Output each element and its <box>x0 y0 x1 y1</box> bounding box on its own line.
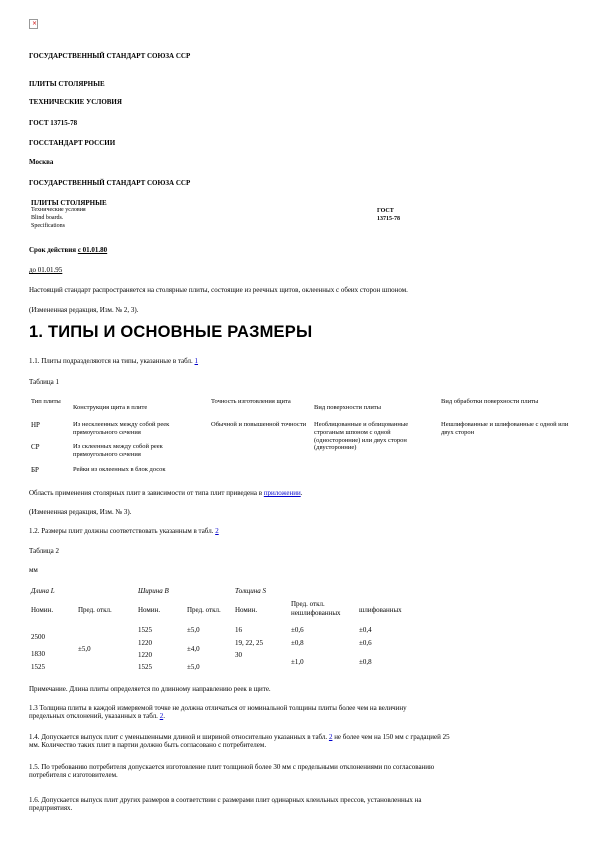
paragraph-1-3-table-2-link[interactable]: 2 <box>159 712 164 721</box>
paragraph-1-3-line-2 <box>29 712 574 720</box>
paragraph-1-3-end: . <box>163 712 165 721</box>
table-2-thickness-dev-unground-2: ±0,8 <box>291 639 304 647</box>
table-2-width-dev-3: ±5,0 <box>187 663 200 671</box>
table-1 <box>29 396 569 480</box>
table-2-sub-length-dev: Пред. откл. <box>78 606 112 614</box>
table-2-thickness-dev-ground-2: ±0,6 <box>359 639 372 647</box>
table-2-sub-thickness-nominal: Номин. <box>235 606 258 614</box>
table-2-header-width: Ширина B <box>138 587 169 595</box>
paragraph-1-4-text-a: 1.4. Допускается выпуск плит с уменьшенными длиной и шириной относительно указанных в табл. <box>29 733 329 741</box>
paragraph-1-4-line-1 <box>29 733 574 741</box>
table-2-width-dev-1: ±5,0 <box>187 626 200 634</box>
paragraph-1-3-line-1: 1.3 Толщина плиты в каждой измеряемой точке не должна отличаться от номинальной толщины плиты более чем на величину <box>29 704 407 712</box>
title-block <box>31 199 551 231</box>
publisher: ГОССТАНДАРТ РОССИИ <box>29 139 116 147</box>
table-2-link[interactable]: 2 <box>215 527 219 535</box>
table-1-header-construction: Конструкция щита в плите <box>73 404 148 411</box>
table-2-unit: мм <box>29 566 38 574</box>
title-block-title: ПЛИТЫ СТОЛЯРНЫЕ <box>31 199 107 207</box>
paragraph-1-4-table-2-link[interactable]: 2 <box>328 733 333 741</box>
appendix-link[interactable]: приложении <box>263 489 301 497</box>
table-2-sub-width-dev: Пред. откл. <box>187 606 221 614</box>
table-1-row-1-precision: Обычной и повышенной точности <box>211 421 307 428</box>
table-1-row-1-processing: Нешлифованные и шлифованные с одной или двух сторон <box>441 421 569 436</box>
paragraph-1-1-text: 1.1. Плиты подразделяются на типы, указанные в табл. <box>29 357 195 365</box>
gost-number: ГОСТ 13715-78 <box>29 119 78 127</box>
table-2-caption: Таблица 2 <box>29 547 59 555</box>
document-title: ПЛИТЫ СТОЛЯРНЫЕ <box>29 80 105 88</box>
table-2-header-length: Длина L <box>31 587 55 595</box>
table-2-thickness-1: 16 <box>235 626 242 634</box>
table-2-sub-thickness-dev-unground: Пред. откл. нешлифованных <box>291 600 341 617</box>
table-2-thickness-dev-ground-1: ±0,4 <box>359 626 372 634</box>
section-title: 1. ТИПЫ И ОСНОВНЫЕ РАЗМЕРЫ <box>29 323 313 341</box>
paragraph-1-2-text: 1.2. Размеры плит должны соответствовать указанным в табл. <box>29 527 216 535</box>
paragraph-1-3 <box>29 704 574 721</box>
validity-label: Срок действия <box>29 246 77 254</box>
table-2-length-1525: 1525 <box>31 663 45 671</box>
table-2-width-1: 1525 <box>138 626 152 634</box>
table-2-sub-length-nominal: Номин. <box>31 606 54 614</box>
table-1-header-type: Тип плиты <box>31 398 61 405</box>
table-2-width-3: 1220 <box>138 651 152 659</box>
table-2-length-dev: ±5,0 <box>78 645 91 653</box>
table-1-link[interactable]: 1 <box>194 357 199 365</box>
table-2-width-4: 1525 <box>138 663 152 671</box>
table-1-row-3-construction: Рейки из оклеенных в блок досок <box>73 466 166 473</box>
table-1-header-processing: Вид обработки поверхности плиты <box>441 398 539 405</box>
paragraph-1-6 <box>29 796 574 813</box>
table-1-row-1-type: НР <box>31 421 40 429</box>
table-1-row-1-surface: Необлицованные и облицованные строганым шпоном с одной (односторонние) или двух сторон (двусторонние) <box>314 421 409 452</box>
table-2-thickness-dev-unground-3: ±1,0 <box>291 658 304 666</box>
paragraph-1-5-line-2: потребителя с изготовителем. <box>29 771 118 780</box>
paragraph-1-6-line-2: предприятиях. <box>29 804 73 813</box>
table-2-header-thickness: Толщина S <box>235 587 267 595</box>
title-block-line2: Blind boards. <box>31 215 64 222</box>
validity-line <box>29 246 107 254</box>
table-2-length-2500: 2500 <box>31 633 45 641</box>
table-2-width-dev-2: ±4,0 <box>187 645 200 653</box>
table-2-width-2: 1220 <box>138 639 152 647</box>
table-1-row-1-construction: Из несклеенных между собой реек прямоугольного сечения <box>73 421 170 436</box>
title-block-gost-label: ГОСТ <box>377 208 394 214</box>
table-2-thickness-dev-ground-3: ±0,8 <box>359 658 372 666</box>
paragraph-1-5 <box>29 763 574 780</box>
table-1-header-surface: Вид поверхности плиты <box>314 404 382 411</box>
title-block-line1: Технические условия <box>31 207 86 214</box>
document-subtitle: ТЕХНИЧЕСКИЕ УСЛОВИЯ <box>29 98 122 106</box>
table-1-header-precision: Точность изготовления щита <box>211 398 291 405</box>
table-2-note: Примечание. Длина плиты определяется по длинному направлению реек в щите. <box>29 685 271 693</box>
paragraph-1-6-line-1: 1.6. Допускается выпуск плит других размеров в соответствии с размерами плит одинарных клеильных прессов, установленных на <box>29 796 422 804</box>
appendix-note <box>29 489 569 497</box>
revision-note-1: (Измененная редакция, Изм. № 2, 3). <box>29 306 139 314</box>
table-2-thickness-2: 19, 22, 25 <box>235 639 263 647</box>
paragraph-1-4-text-b: не более чем на 150 мм с градацией 25 <box>332 733 450 741</box>
paragraph-1-4-line-2: мм. Количество таких плит в партии должно быть согласовано с потребителем. <box>29 741 267 750</box>
state-standard-heading-2: ГОСУДАРСТВЕННЫЙ СТАНДАРТ СОЮЗА ССР <box>29 179 191 187</box>
table-1-caption: Таблица 1 <box>29 378 59 386</box>
paragraph-1-4 <box>29 733 574 750</box>
table-2-sub-width-nominal: Номин. <box>138 606 161 614</box>
table-2-length-1830: 1830 <box>31 650 45 658</box>
appendix-note-end: . <box>300 489 303 497</box>
table-2-thickness-dev-unground-1: ±0,6 <box>291 626 304 634</box>
table-2 <box>29 585 402 675</box>
table-2-thickness-3: 30 <box>235 651 242 659</box>
table-1-row-2-type: СР <box>31 443 40 451</box>
state-standard-heading: ГОСУДАРСТВЕННЫЙ СТАНДАРТ СОЮЗА ССР <box>29 52 191 60</box>
city: Москва <box>29 158 54 166</box>
broken-image-icon: × <box>29 19 38 29</box>
validity-from: с 01.01.80 <box>77 246 108 254</box>
intro-paragraph: Настоящий стандарт распространяется на столярные плиты, состоящие из реечных щитов, оклеенных с обеих сторон шпоном. <box>29 286 408 294</box>
title-block-gost-number: 13715-78 <box>377 216 400 222</box>
validity-to: до 01.01.95 <box>29 266 63 274</box>
paragraph-1-5-line-1: 1.5. По требованию потребителя допускается изготовление плит толщиной более 30 мм с предельными отклонениями по согласованию <box>29 763 435 771</box>
appendix-note-text: Область применения столярных плит в зависимости от типа плит приведена в <box>29 489 264 497</box>
table-1-row-2-construction: Из склеенных между собой реек прямоугольного сечения <box>73 443 163 458</box>
title-block-line3: Specifications <box>31 222 65 229</box>
paragraph-1-1 <box>29 357 569 365</box>
paragraph-1-2 <box>29 527 569 535</box>
revision-note-2: (Измененная редакция, Изм. № 3). <box>29 508 132 516</box>
table-1-row-3-type: БР <box>31 466 39 474</box>
table-2-sub-thickness-dev-ground: шлифованных <box>359 606 402 614</box>
paragraph-1-3-text: предельных отклонений, указанных в табл. <box>29 712 160 721</box>
